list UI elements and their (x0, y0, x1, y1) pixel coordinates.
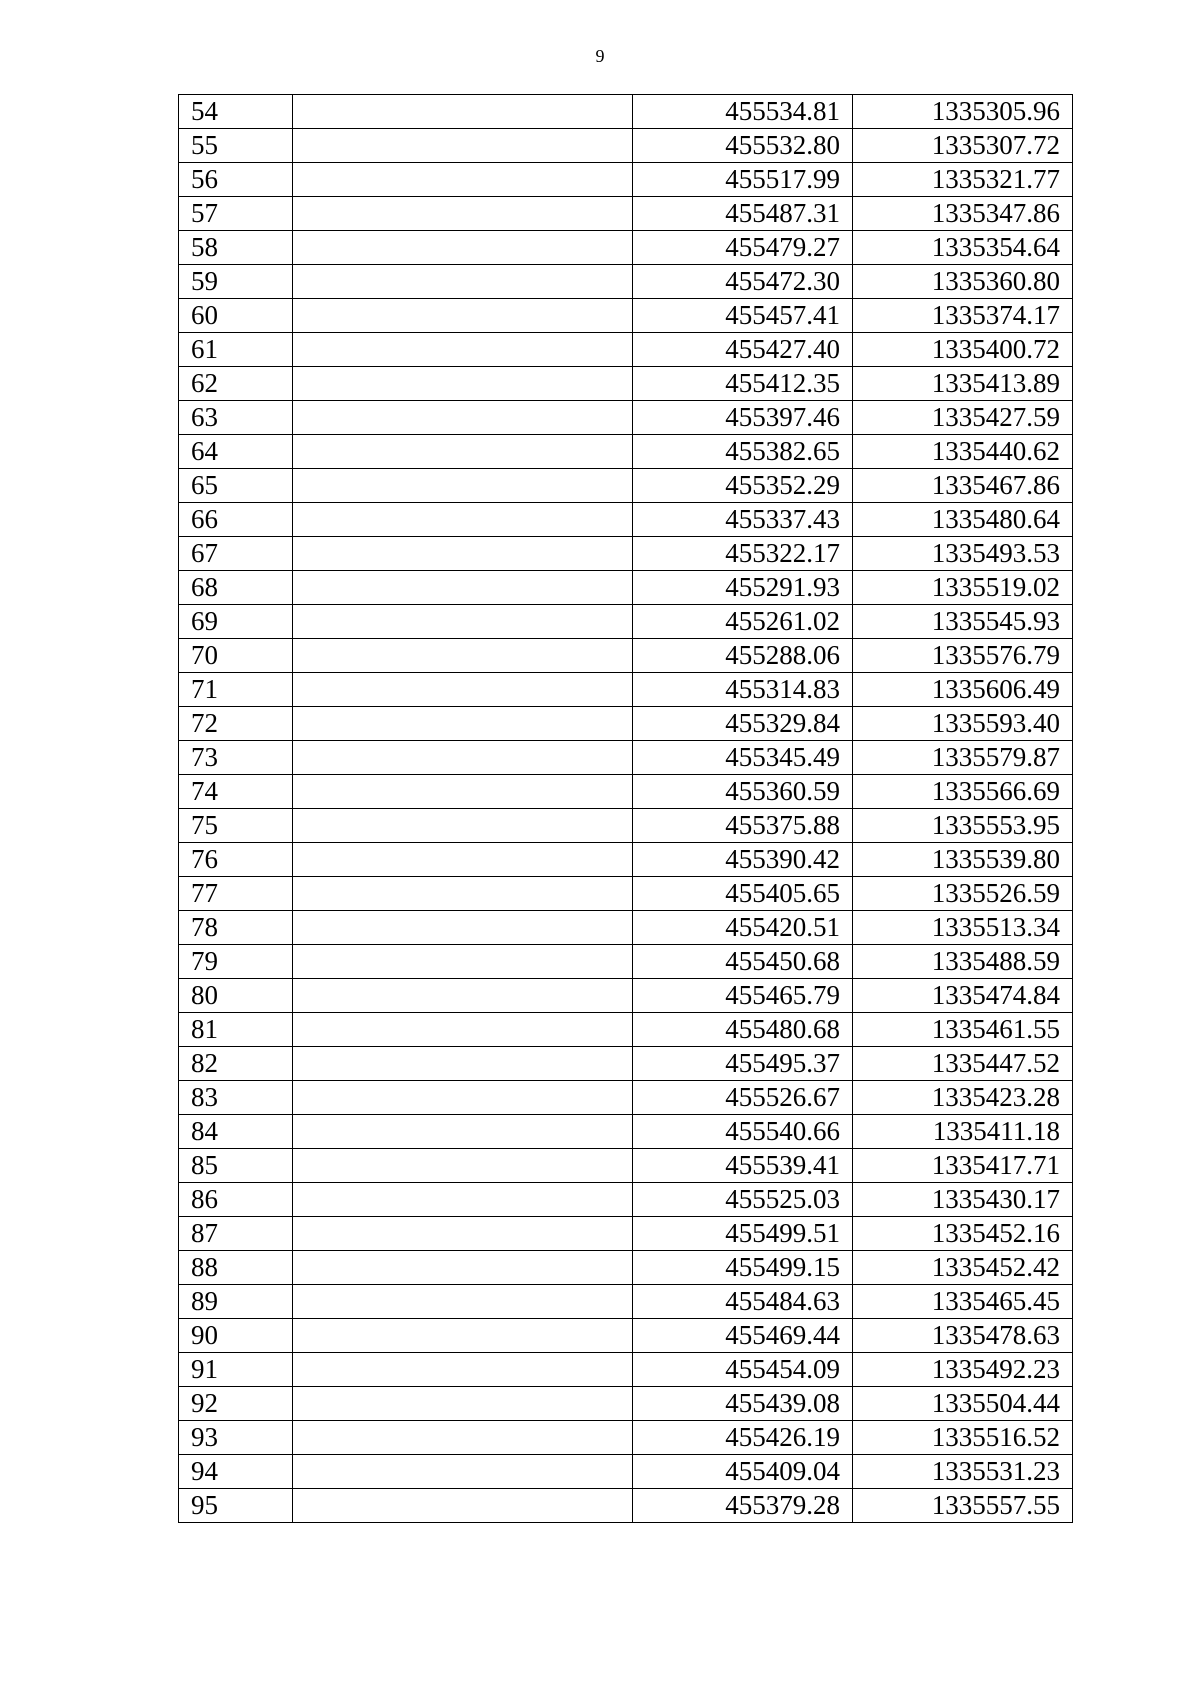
empty-cell (293, 605, 633, 639)
table-row (179, 95, 1073, 129)
x-coordinate-cell: 455450.68 (633, 945, 853, 979)
x-coordinate-cell: 455479.27 (633, 231, 853, 265)
y-coordinate-cell: 1335360.80 (853, 265, 1073, 299)
y-coordinate-cell: 1335452.42 (853, 1251, 1073, 1285)
empty-cell (293, 1387, 633, 1421)
coordinates-table (178, 94, 1073, 1523)
y-coordinate-cell: 1335516.52 (853, 1421, 1073, 1455)
table-row (179, 1013, 1073, 1047)
x-coordinate-cell: 455426.19 (633, 1421, 853, 1455)
point-number-cell: 90 (179, 1319, 293, 1353)
point-number-cell: 81 (179, 1013, 293, 1047)
y-coordinate-cell: 1335467.86 (853, 469, 1073, 503)
y-coordinate-cell: 1335566.69 (853, 775, 1073, 809)
table-row (179, 129, 1073, 163)
x-coordinate-cell: 455534.81 (633, 95, 853, 129)
point-number-cell: 75 (179, 809, 293, 843)
table-row (179, 1285, 1073, 1319)
point-number-cell: 77 (179, 877, 293, 911)
x-coordinate-cell: 455397.46 (633, 401, 853, 435)
x-coordinate-cell: 455379.28 (633, 1489, 853, 1523)
empty-cell (293, 503, 633, 537)
point-number-cell: 54 (179, 95, 293, 129)
x-coordinate-cell: 455261.02 (633, 605, 853, 639)
table-row (179, 1387, 1073, 1421)
empty-cell (293, 1013, 633, 1047)
empty-cell (293, 537, 633, 571)
empty-cell (293, 231, 633, 265)
point-number-cell: 88 (179, 1251, 293, 1285)
point-number-cell: 94 (179, 1455, 293, 1489)
point-number-cell: 69 (179, 605, 293, 639)
x-coordinate-cell: 455291.93 (633, 571, 853, 605)
table-row (179, 231, 1073, 265)
empty-cell (293, 333, 633, 367)
empty-cell (293, 1217, 633, 1251)
empty-cell (293, 1081, 633, 1115)
empty-cell (293, 979, 633, 1013)
table-row (179, 1251, 1073, 1285)
empty-cell (293, 843, 633, 877)
table-row (179, 1217, 1073, 1251)
x-coordinate-cell: 455382.65 (633, 435, 853, 469)
x-coordinate-cell: 455412.35 (633, 367, 853, 401)
x-coordinate-cell: 455484.63 (633, 1285, 853, 1319)
x-coordinate-cell: 455439.08 (633, 1387, 853, 1421)
table-row (179, 537, 1073, 571)
y-coordinate-cell: 1335400.72 (853, 333, 1073, 367)
x-coordinate-cell: 455390.42 (633, 843, 853, 877)
y-coordinate-cell: 1335576.79 (853, 639, 1073, 673)
empty-cell (293, 367, 633, 401)
x-coordinate-cell: 455420.51 (633, 911, 853, 945)
table-row (179, 435, 1073, 469)
table-row (179, 979, 1073, 1013)
x-coordinate-cell: 455288.06 (633, 639, 853, 673)
y-coordinate-cell: 1335321.77 (853, 163, 1073, 197)
y-coordinate-cell: 1335492.23 (853, 1353, 1073, 1387)
point-number-cell: 63 (179, 401, 293, 435)
point-number-cell: 71 (179, 673, 293, 707)
table-row (179, 911, 1073, 945)
empty-cell (293, 1489, 633, 1523)
table-row (179, 741, 1073, 775)
x-coordinate-cell: 455329.84 (633, 707, 853, 741)
point-number-cell: 64 (179, 435, 293, 469)
point-number-cell: 60 (179, 299, 293, 333)
x-coordinate-cell: 455526.67 (633, 1081, 853, 1115)
point-number-cell: 70 (179, 639, 293, 673)
point-number-cell: 92 (179, 1387, 293, 1421)
table-row (179, 843, 1073, 877)
table-row (179, 1149, 1073, 1183)
point-number-cell: 78 (179, 911, 293, 945)
point-number-cell: 74 (179, 775, 293, 809)
empty-cell (293, 1047, 633, 1081)
point-number-cell: 62 (179, 367, 293, 401)
empty-cell (293, 129, 633, 163)
y-coordinate-cell: 1335593.40 (853, 707, 1073, 741)
x-coordinate-cell: 455499.51 (633, 1217, 853, 1251)
table-row (179, 1489, 1073, 1523)
table-row (179, 707, 1073, 741)
y-coordinate-cell: 1335423.28 (853, 1081, 1073, 1115)
table-row (179, 673, 1073, 707)
point-number-cell: 55 (179, 129, 293, 163)
empty-cell (293, 571, 633, 605)
y-coordinate-cell: 1335347.86 (853, 197, 1073, 231)
empty-cell (293, 1353, 633, 1387)
empty-cell (293, 469, 633, 503)
point-number-cell: 79 (179, 945, 293, 979)
table-row (179, 1421, 1073, 1455)
empty-cell (293, 673, 633, 707)
point-number-cell: 61 (179, 333, 293, 367)
empty-cell (293, 1455, 633, 1489)
y-coordinate-cell: 1335430.17 (853, 1183, 1073, 1217)
y-coordinate-cell: 1335474.84 (853, 979, 1073, 1013)
point-number-cell: 59 (179, 265, 293, 299)
x-coordinate-cell: 455480.68 (633, 1013, 853, 1047)
y-coordinate-cell: 1335480.64 (853, 503, 1073, 537)
y-coordinate-cell: 1335427.59 (853, 401, 1073, 435)
y-coordinate-cell: 1335539.80 (853, 843, 1073, 877)
x-coordinate-cell: 455487.31 (633, 197, 853, 231)
empty-cell (293, 775, 633, 809)
point-number-cell: 80 (179, 979, 293, 1013)
y-coordinate-cell: 1335557.55 (853, 1489, 1073, 1523)
table-row (179, 571, 1073, 605)
point-number-cell: 84 (179, 1115, 293, 1149)
y-coordinate-cell: 1335504.44 (853, 1387, 1073, 1421)
empty-cell (293, 639, 633, 673)
x-coordinate-cell: 455540.66 (633, 1115, 853, 1149)
y-coordinate-cell: 1335307.72 (853, 129, 1073, 163)
coordinates-table-body (179, 95, 1073, 1523)
y-coordinate-cell: 1335461.55 (853, 1013, 1073, 1047)
x-coordinate-cell: 455532.80 (633, 129, 853, 163)
table-row (179, 1353, 1073, 1387)
x-coordinate-cell: 455469.44 (633, 1319, 853, 1353)
y-coordinate-cell: 1335411.18 (853, 1115, 1073, 1149)
x-coordinate-cell: 455499.15 (633, 1251, 853, 1285)
empty-cell (293, 945, 633, 979)
y-coordinate-cell: 1335354.64 (853, 231, 1073, 265)
empty-cell (293, 1251, 633, 1285)
table-row (179, 877, 1073, 911)
table-row (179, 163, 1073, 197)
x-coordinate-cell: 455405.65 (633, 877, 853, 911)
x-coordinate-cell: 455495.37 (633, 1047, 853, 1081)
table-row (179, 1047, 1073, 1081)
y-coordinate-cell: 1335465.45 (853, 1285, 1073, 1319)
empty-cell (293, 265, 633, 299)
x-coordinate-cell: 455472.30 (633, 265, 853, 299)
table-row (179, 265, 1073, 299)
x-coordinate-cell: 455517.99 (633, 163, 853, 197)
x-coordinate-cell: 455337.43 (633, 503, 853, 537)
y-coordinate-cell: 1335447.52 (853, 1047, 1073, 1081)
table-row (179, 1115, 1073, 1149)
y-coordinate-cell: 1335440.62 (853, 435, 1073, 469)
empty-cell (293, 911, 633, 945)
y-coordinate-cell: 1335493.53 (853, 537, 1073, 571)
table-row (179, 197, 1073, 231)
y-coordinate-cell: 1335374.17 (853, 299, 1073, 333)
page-number: 9 (595, 46, 605, 66)
table-row (179, 333, 1073, 367)
point-number-cell: 57 (179, 197, 293, 231)
table-row (179, 1319, 1073, 1353)
x-coordinate-cell: 455360.59 (633, 775, 853, 809)
x-coordinate-cell: 455314.83 (633, 673, 853, 707)
y-coordinate-cell: 1335526.59 (853, 877, 1073, 911)
point-number-cell: 86 (179, 1183, 293, 1217)
empty-cell (293, 1285, 633, 1319)
table-row (179, 639, 1073, 673)
y-coordinate-cell: 1335531.23 (853, 1455, 1073, 1489)
empty-cell (293, 401, 633, 435)
y-coordinate-cell: 1335553.95 (853, 809, 1073, 843)
point-number-cell: 65 (179, 469, 293, 503)
point-number-cell: 89 (179, 1285, 293, 1319)
table-row (179, 605, 1073, 639)
empty-cell (293, 741, 633, 775)
table-row (179, 775, 1073, 809)
y-coordinate-cell: 1335452.16 (853, 1217, 1073, 1251)
empty-cell (293, 809, 633, 843)
table-row (179, 299, 1073, 333)
point-number-cell: 82 (179, 1047, 293, 1081)
table-row (179, 469, 1073, 503)
y-coordinate-cell: 1335305.96 (853, 95, 1073, 129)
point-number-cell: 68 (179, 571, 293, 605)
y-coordinate-cell: 1335417.71 (853, 1149, 1073, 1183)
x-coordinate-cell: 455345.49 (633, 741, 853, 775)
empty-cell (293, 95, 633, 129)
point-number-cell: 56 (179, 163, 293, 197)
table-row (179, 1183, 1073, 1217)
empty-cell (293, 299, 633, 333)
x-coordinate-cell: 455409.04 (633, 1455, 853, 1489)
x-coordinate-cell: 455457.41 (633, 299, 853, 333)
y-coordinate-cell: 1335579.87 (853, 741, 1073, 775)
x-coordinate-cell: 455525.03 (633, 1183, 853, 1217)
empty-cell (293, 1421, 633, 1455)
y-coordinate-cell: 1335606.49 (853, 673, 1073, 707)
y-coordinate-cell: 1335488.59 (853, 945, 1073, 979)
y-coordinate-cell: 1335545.93 (853, 605, 1073, 639)
empty-cell (293, 1183, 633, 1217)
x-coordinate-cell: 455454.09 (633, 1353, 853, 1387)
y-coordinate-cell: 1335513.34 (853, 911, 1073, 945)
point-number-cell: 73 (179, 741, 293, 775)
x-coordinate-cell: 455322.17 (633, 537, 853, 571)
y-coordinate-cell: 1335413.89 (853, 367, 1073, 401)
table-row (179, 1455, 1073, 1489)
x-coordinate-cell: 455465.79 (633, 979, 853, 1013)
point-number-cell: 95 (179, 1489, 293, 1523)
point-number-cell: 87 (179, 1217, 293, 1251)
table-row (179, 503, 1073, 537)
point-number-cell: 67 (179, 537, 293, 571)
x-coordinate-cell: 455375.88 (633, 809, 853, 843)
empty-cell (293, 197, 633, 231)
x-coordinate-cell: 455539.41 (633, 1149, 853, 1183)
y-coordinate-cell: 1335478.63 (853, 1319, 1073, 1353)
empty-cell (293, 707, 633, 741)
point-number-cell: 66 (179, 503, 293, 537)
empty-cell (293, 435, 633, 469)
table-row (179, 401, 1073, 435)
point-number-cell: 85 (179, 1149, 293, 1183)
table-row (179, 367, 1073, 401)
x-coordinate-cell: 455352.29 (633, 469, 853, 503)
empty-cell (293, 1149, 633, 1183)
point-number-cell: 91 (179, 1353, 293, 1387)
point-number-cell: 83 (179, 1081, 293, 1115)
y-coordinate-cell: 1335519.02 (853, 571, 1073, 605)
empty-cell (293, 877, 633, 911)
point-number-cell: 93 (179, 1421, 293, 1455)
empty-cell (293, 163, 633, 197)
point-number-cell: 58 (179, 231, 293, 265)
x-coordinate-cell: 455427.40 (633, 333, 853, 367)
point-number-cell: 76 (179, 843, 293, 877)
point-number-cell: 72 (179, 707, 293, 741)
empty-cell (293, 1319, 633, 1353)
table-row (179, 1081, 1073, 1115)
table-row (179, 809, 1073, 843)
empty-cell (293, 1115, 633, 1149)
table-row (179, 945, 1073, 979)
